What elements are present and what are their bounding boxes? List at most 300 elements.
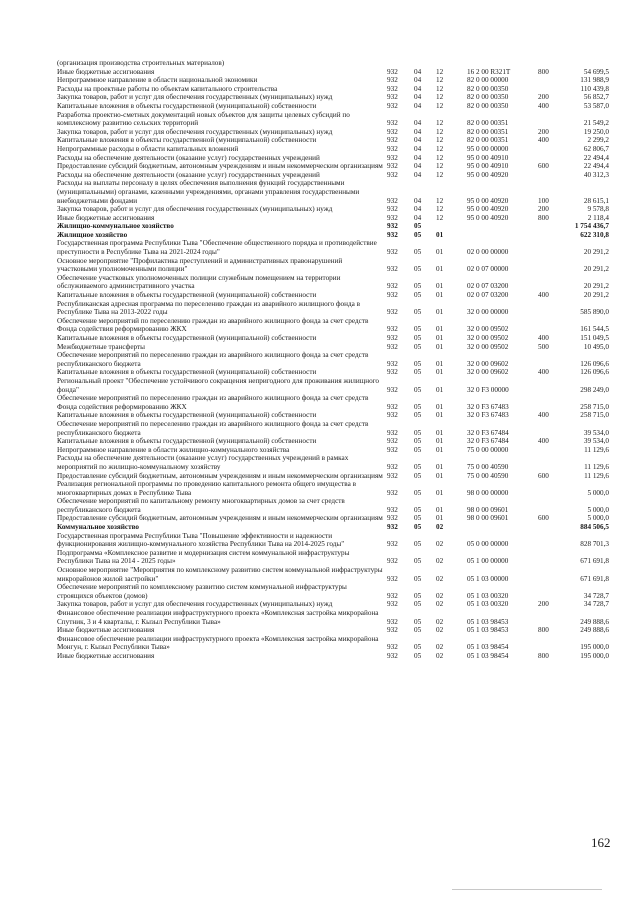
amount: 2 118,4 [587, 213, 609, 222]
section-code: 04 [414, 162, 422, 171]
section-code: 05 [414, 643, 422, 652]
subsection-code: 01 [436, 402, 444, 411]
section-code: 04 [414, 101, 422, 110]
target-article-code: 82 0 00 00351 [467, 136, 509, 145]
target-article-code: 82 0 00 00350 [467, 84, 509, 93]
target-article-code: 32 0 00 09502 [467, 342, 509, 351]
subsection-code: 01 [436, 445, 444, 454]
table-row [57, 231, 609, 240]
section-code: 05 [414, 411, 422, 420]
table-row [57, 532, 609, 549]
target-article-code: 75 0 00 40590 [467, 471, 509, 480]
row-name: Иные бюджетные ассигнования [57, 67, 155, 76]
table-row [57, 59, 609, 68]
amount: 10 495,0 [583, 342, 609, 351]
row-name: Иные бюджетные ассигнования [57, 626, 155, 635]
target-article-code: 98 0 00 09601 [467, 514, 509, 523]
table-row [57, 454, 609, 471]
expense-type-code: 400 [538, 437, 549, 446]
amount: 622 310,8 [580, 230, 609, 239]
ministry-code: 932 [387, 368, 398, 377]
expense-type-code: 200 [538, 205, 549, 214]
section-code: 05 [414, 402, 422, 411]
subsection-code: 02 [436, 626, 444, 635]
ministry-code: 932 [387, 359, 398, 368]
section-code: 04 [414, 213, 422, 222]
subsection-code: 02 [436, 617, 444, 626]
subsection-code: 12 [436, 162, 444, 171]
target-article-code: 05 1 03 00320 [467, 600, 509, 609]
amount: 9 578,8 [587, 205, 609, 214]
table-row [57, 154, 609, 163]
amount: 671 691,8 [580, 557, 609, 566]
amount: 39 534,0 [583, 437, 609, 446]
subsection-code: 01 [436, 505, 444, 514]
ministry-code: 932 [387, 334, 398, 342]
row-name: Капитальные вложения в объекты государственной (муниципальной) собственности [57, 291, 317, 300]
target-article-code: 95 0 00 00000 [467, 144, 509, 153]
subsection-code: 01 [436, 471, 444, 480]
row-name: Иные бюджетные ассигнования [57, 213, 155, 222]
amount: 1 754 436,7 [574, 222, 609, 231]
section-code: 05 [414, 505, 422, 514]
target-article-code: 32 0 F3 67483 [467, 402, 509, 411]
target-article-code: 32 0 00 09502 [467, 325, 509, 334]
table-row [57, 214, 609, 223]
table-row [57, 472, 609, 481]
subsection-code: 12 [436, 170, 444, 179]
target-article-code: 05 0 00 00000 [467, 540, 509, 549]
row-name: Коммунальное хозяйство [57, 523, 140, 532]
expense-type-code: 600 [538, 514, 549, 523]
expense-type-code: 800 [538, 651, 549, 660]
ministry-code: 932 [387, 76, 398, 85]
target-article-code: 02 0 07 03200 [467, 291, 509, 300]
table-row [57, 626, 609, 635]
ministry-code: 932 [387, 265, 398, 274]
subsection-code: 12 [436, 101, 444, 110]
subsection-code: 02 [436, 574, 444, 583]
table-row [57, 480, 609, 497]
row-name: Непрограммное направление в области национальной экономики [57, 76, 258, 85]
table-row [57, 343, 609, 352]
target-article-code: 98 0 00 09601 [467, 505, 509, 514]
ministry-code: 932 [387, 617, 398, 626]
section-code: 05 [414, 557, 422, 566]
expense-type-code: 800 [538, 213, 549, 222]
ministry-code: 932 [387, 462, 398, 471]
subsection-code: 01 [436, 462, 444, 471]
table-row [57, 111, 609, 128]
subsection-code: 12 [436, 67, 444, 76]
section-code: 05 [414, 462, 422, 471]
expense-type-code: 200 [538, 127, 549, 136]
section-code: 05 [414, 342, 422, 351]
table-row [57, 102, 609, 111]
section-code: 05 [414, 540, 422, 549]
amount: 53 587,0 [583, 101, 609, 110]
section-code: 04 [414, 93, 422, 102]
amount: 39 534,0 [583, 428, 609, 437]
expense-type-code: 400 [538, 291, 549, 300]
section-code: 05 [414, 617, 422, 626]
ministry-code: 932 [387, 540, 398, 549]
target-article-code: 02 0 07 03200 [467, 282, 509, 291]
row-name: Государственная программа Республики Тыва "Повышение эффективности и надежности функционирования жилищно-коммунального хозяйства Республики Тыва на 2014-2025 годы" [57, 531, 345, 549]
target-article-code: 02 0 00 00000 [467, 248, 509, 257]
expense-type-code: 200 [538, 600, 549, 609]
target-article-code: 82 0 00 00000 [467, 76, 509, 85]
amount: 20 291,2 [583, 282, 609, 291]
section-code: 05 [414, 523, 422, 532]
amount: 5 000,0 [587, 505, 609, 514]
target-article-code: 32 0 00 09602 [467, 359, 509, 368]
row-name: Республиканская адресная программа по переселению граждан из аварийного жилищного фонда в Республике Тыва на 2013-2022 годы [57, 299, 361, 317]
subsection-code: 12 [436, 127, 444, 136]
row-name: Обеспечение участковых уполномоченных полиции служебным помещением на территории обслуживаемого административного участка [57, 273, 341, 291]
target-article-code: 05 1 00 00000 [467, 557, 509, 566]
subsection-code: 01 [436, 334, 444, 342]
section-code: 04 [414, 127, 422, 136]
subsection-code: 12 [436, 76, 444, 85]
amount: 110 439,8 [580, 84, 609, 93]
ministry-code: 932 [387, 67, 398, 76]
ministry-code: 932 [387, 282, 398, 291]
table-row [57, 446, 609, 455]
row-name: Закупка товаров, работ и услуг для обеспечения государственных (муниципальных) нужд [57, 127, 333, 136]
subsection-code: 01 [436, 291, 444, 300]
ministry-code: 932 [387, 222, 398, 231]
table-row [57, 523, 609, 532]
ministry-code: 932 [387, 119, 398, 128]
row-name: Предоставление субсидий бюджетным, автономным учреждениям и иным некоммерческим организациям [57, 514, 383, 523]
table-row [57, 437, 609, 446]
ministry-code: 932 [387, 308, 398, 317]
ministry-code: 932 [387, 291, 398, 300]
subsection-code: 02 [436, 643, 444, 652]
amount: 11 129,6 [584, 445, 609, 454]
row-name: Расходы на обеспечение деятельности (оказание услуг) государственных учреждений [57, 170, 320, 179]
subsection-code: 12 [436, 93, 444, 102]
table-row [57, 300, 609, 317]
section-code: 05 [414, 368, 422, 377]
ministry-code: 932 [387, 591, 398, 600]
table-row [57, 257, 609, 274]
subsection-code: 12 [436, 84, 444, 93]
subsection-code: 02 [436, 523, 444, 532]
amount: 151 049,5 [580, 334, 609, 342]
table-row [57, 136, 609, 145]
amount: 34 728,7 [583, 600, 609, 609]
amount: 22 494,4 [583, 162, 609, 171]
target-article-code: 95 0 00 40920 [467, 213, 509, 222]
row-name: (организация производства строительных материалов) [57, 59, 225, 67]
target-article-code: 82 0 00 00350 [467, 101, 509, 110]
subsection-code: 02 [436, 591, 444, 600]
expense-type-code: 800 [538, 626, 549, 635]
target-article-code: 32 0 00 09602 [467, 368, 509, 377]
table-row [57, 411, 609, 420]
amount: 22 494,4 [583, 153, 609, 162]
table-row [57, 377, 609, 394]
expense-type-code: 800 [538, 67, 549, 76]
amount: 62 806,7 [583, 144, 609, 153]
expense-type-code: 400 [538, 411, 549, 420]
row-name: Расходы на обеспечение деятельности (оказание услуг) государственных учреждений в рамках мероприятий по жилищно-коммунальному хозяйству [57, 454, 349, 471]
section-code: 05 [414, 385, 422, 394]
ministry-code: 932 [387, 411, 398, 420]
row-name: Обеспечение мероприятий по переселению граждан из аварийного жилищного фонда за счет средств республиканского бюджета [57, 419, 369, 437]
subsection-code: 12 [436, 119, 444, 128]
ministry-code: 932 [387, 342, 398, 351]
row-name: Государственная программа Республики Тыва "Обеспечение общественного порядка и противодействие преступности в Республике Тыва на 2021-2024 годы" [57, 239, 377, 257]
row-name: Жилищное хозяйство [57, 230, 128, 239]
subsection-code: 02 [436, 600, 444, 609]
ministry-code: 932 [387, 385, 398, 394]
row-name: Основное мероприятие "Мероприятия по комплексному развитию систем коммунальной инфраструктуры микрорайонов жилой застройки" [57, 566, 383, 583]
expense-type-code: 500 [538, 342, 549, 351]
table-row [57, 274, 609, 291]
ministry-code: 932 [387, 437, 398, 446]
target-article-code: 95 0 00 40920 [467, 170, 509, 179]
subsection-code: 02 [436, 557, 444, 566]
section-code: 04 [414, 144, 422, 153]
section-code: 05 [414, 265, 422, 274]
section-code: 05 [414, 325, 422, 334]
ministry-code: 932 [387, 205, 398, 214]
amount: 28 615,1 [583, 196, 609, 205]
expense-type-code: 600 [538, 162, 549, 171]
table-row [57, 652, 609, 661]
row-name: Обеспечение мероприятий по капитальному ремонту многоквартирных домов за счет средств республиканского бюджета [57, 497, 345, 514]
target-article-code: 32 0 F3 67484 [467, 437, 509, 446]
subsection-code: 01 [436, 265, 444, 274]
section-code: 04 [414, 136, 422, 145]
row-name: Межбюджетные трансферты [57, 342, 145, 351]
subsection-code: 01 [436, 359, 444, 368]
target-article-code: 32 0 F3 67484 [467, 428, 509, 437]
table-row [57, 609, 609, 626]
ministry-code: 932 [387, 445, 398, 454]
table-row [57, 205, 609, 214]
section-code: 05 [414, 222, 422, 231]
ministry-code: 932 [387, 248, 398, 257]
ministry-code: 932 [387, 170, 398, 179]
subsection-code: 01 [436, 488, 444, 497]
ministry-code: 932 [387, 505, 398, 514]
subsection-code: 01 [436, 230, 444, 239]
ministry-code: 932 [387, 488, 398, 497]
row-name: Региональный проект "Обеспечение устойчивого сокращения непригодного для проживания жилищного фонда" [57, 376, 380, 394]
row-name: Иные бюджетные ассигнования [57, 651, 155, 660]
target-article-code: 82 0 00 00350 [467, 93, 509, 102]
section-code: 05 [414, 445, 422, 454]
row-name: Непрограммное направление в области жилищно-коммунального хозяйства [57, 445, 290, 454]
section-code: 05 [414, 651, 422, 660]
amount: 34 728,7 [583, 591, 609, 600]
amount: 21 549,2 [583, 119, 609, 128]
row-name: Капитальные вложения в объекты государственной (муниципальной) собственности [57, 368, 317, 377]
target-article-code: 32 0 F3 00000 [467, 385, 509, 394]
table-row [57, 566, 609, 583]
table-row [57, 76, 609, 85]
ministry-code: 932 [387, 402, 398, 411]
target-article-code: 05 1 03 00000 [467, 574, 509, 583]
row-name: Подпрограмма «Комплексное развитие и модернизация систем коммунальной инфраструктуры Республики Тыва на 2014 - 2025 годы» [57, 548, 350, 566]
ministry-code: 932 [387, 523, 398, 532]
target-article-code: 95 0 00 40910 [467, 162, 509, 171]
amount: 671 691,8 [580, 574, 609, 583]
amount: 20 291,2 [583, 265, 609, 274]
row-name: Финансовое обеспечение реализации инфраструктурного проекта «Комплексная застройка микрорайона Монгун, г. Кызыл Республики Тыва» [57, 634, 379, 652]
target-article-code: 82 0 00 00351 [467, 119, 509, 128]
table-row [57, 171, 609, 180]
table-row [57, 145, 609, 154]
ministry-code: 932 [387, 643, 398, 652]
row-name: Основное мероприятие "Профилактика преступлений и административных правонарушений участковыми уполномоченными полиции" [57, 256, 343, 274]
section-code: 05 [414, 600, 422, 609]
section-code: 05 [414, 591, 422, 600]
target-article-code: 75 0 00 00000 [467, 445, 509, 454]
section-code: 05 [414, 488, 422, 497]
table-row [57, 549, 609, 566]
row-name: Расходы на проектные работы по объектам капитального строительства [57, 84, 278, 93]
section-code: 05 [414, 334, 422, 342]
section-code: 04 [414, 84, 422, 93]
amount: 249 888,6 [580, 626, 609, 635]
row-name: Обеспечение мероприятий по переселению граждан из аварийного жилищного фонда за счет средств Фонда содействия реформированию ЖКХ [57, 316, 369, 334]
row-name: Обеспечение мероприятий по переселению граждан из аварийного жилищного фонда за счет средств республиканского бюджета [57, 351, 369, 368]
ministry-code: 932 [387, 196, 398, 205]
amount: 11 129,6 [584, 462, 609, 471]
target-article-code: 32 0 00 09502 [467, 334, 509, 342]
amount: 19 250,0 [583, 127, 609, 136]
target-article-code: 05 1 03 98454 [467, 643, 509, 652]
section-code: 05 [414, 308, 422, 317]
budget-table [57, 59, 609, 661]
section-code: 05 [414, 248, 422, 257]
row-name: Жилищно-коммунальное хозяйство [57, 222, 174, 231]
table-row [57, 239, 609, 256]
table-row [57, 394, 609, 411]
table-row [57, 368, 609, 377]
subsection-code: 02 [436, 540, 444, 549]
row-name: Капитальные вложения в объекты государственной (муниципальной) собственности [57, 101, 317, 110]
amount: 20 291,2 [583, 248, 609, 257]
amount: 258 715,0 [580, 411, 609, 420]
target-article-code: 05 1 03 98453 [467, 617, 509, 626]
ministry-code: 932 [387, 600, 398, 609]
section-code: 05 [414, 437, 422, 446]
ministry-code: 932 [387, 471, 398, 480]
table-row [57, 583, 609, 600]
ministry-code: 932 [387, 428, 398, 437]
target-article-code: 05 1 03 00320 [467, 591, 509, 600]
target-article-code: 95 0 00 40910 [467, 153, 509, 162]
row-name: Расходы на обеспечение деятельности (оказание услуг) государственных учреждений [57, 153, 320, 162]
page-number: 162 [591, 835, 611, 850]
table-row [57, 85, 609, 94]
expense-type-code: 400 [538, 136, 549, 145]
amount: 5 000,0 [587, 488, 609, 497]
amount: 195 000,0 [580, 643, 609, 652]
amount: 161 544,5 [580, 325, 609, 334]
subsection-code: 12 [436, 205, 444, 214]
section-code: 04 [414, 119, 422, 128]
amount: 20 291,2 [583, 291, 609, 300]
amount: 56 852,7 [583, 93, 609, 102]
row-name: Капитальные вложения в объекты государственной (муниципальной) собственности [57, 411, 317, 420]
target-article-code: 32 0 00 00000 [467, 308, 509, 317]
row-name: Закупка товаров, работ и услуг для обеспечения государственных (муниципальных) нужд [57, 205, 333, 214]
table-row [57, 600, 609, 609]
ministry-code: 932 [387, 557, 398, 566]
subsection-code: 12 [436, 153, 444, 162]
amount: 11 129,6 [584, 471, 609, 480]
table-row [57, 334, 609, 343]
row-name: Обеспечение мероприятий по комплексному развитию систем коммунальной инфраструктуры строящихся объектов (домов) [57, 583, 347, 600]
section-code: 04 [414, 205, 422, 214]
row-name: Закупка товаров, работ и услуг для обеспечения государственных (муниципальных) нужд [57, 93, 333, 102]
target-article-code: 05 1 03 98454 [467, 651, 509, 660]
table-row [57, 420, 609, 437]
amount: 2 299,2 [587, 136, 609, 145]
ministry-code: 932 [387, 101, 398, 110]
subsection-code: 01 [436, 411, 444, 420]
ministry-code: 932 [387, 136, 398, 145]
ministry-code: 932 [387, 213, 398, 222]
row-name: Расходы на выплаты персоналу в целях обеспечения выполнения функций государственными (муниципальными) органами, казенными учреждениями, органами управления государственными внебюджетными фондами [57, 179, 360, 205]
row-name: Предоставление субсидий бюджетным, автономным учреждениям и иным некоммерческим организациям [57, 471, 383, 480]
row-name: Закупка товаров, работ и услуг для обеспечения государственных (муниципальных) нужд [57, 600, 333, 609]
row-name: Разработка проектно-сметных документаций новых объектов для защиты целевых субсидий по комплексному развитию сельских территорий [57, 110, 350, 128]
amount: 195 000,0 [580, 651, 609, 660]
table-row [57, 317, 609, 334]
subsection-code: 01 [436, 248, 444, 257]
target-article-code: 05 1 03 98453 [467, 626, 509, 635]
subsection-code: 01 [436, 325, 444, 334]
ministry-code: 932 [387, 651, 398, 660]
table-row [57, 351, 609, 368]
ministry-code: 932 [387, 84, 398, 93]
amount: 126 096,6 [580, 368, 609, 377]
row-name: Реализация региональной программы по проведению капитального ремонта общего имущества в многоквартирных домах в Республике Тыва [57, 480, 356, 497]
ministry-code: 932 [387, 325, 398, 334]
expense-type-code: 400 [538, 334, 549, 342]
row-name: Предоставление субсидий бюджетным, автономным учреждениям и иным некоммерческим организациям [57, 162, 383, 171]
table-row [57, 162, 609, 171]
ministry-code: 932 [387, 127, 398, 136]
amount: 249 888,6 [580, 617, 609, 626]
section-code: 05 [414, 471, 422, 480]
table-row [57, 497, 609, 514]
section-code: 05 [414, 626, 422, 635]
target-article-code: 98 0 00 00000 [467, 488, 509, 497]
row-name: Финансовое обеспечение реализации инфраструктурного проекта «Комплексная застройка микрорайона Спутник, 3 и 4 кварталы, г. Кызыл Республики Тыва» [57, 609, 379, 626]
amount: 828 701,3 [580, 540, 609, 549]
amount: 40 312,3 [583, 170, 609, 179]
subsection-code: 01 [436, 342, 444, 351]
subsection-code: 01 [436, 385, 444, 394]
section-code: 05 [414, 359, 422, 368]
amount: 126 096,6 [580, 359, 609, 368]
subsection-code: 01 [436, 514, 444, 523]
target-article-code: 95 0 00 40920 [467, 196, 509, 205]
section-code: 05 [414, 230, 422, 239]
table-row [57, 291, 609, 300]
row-name: Капитальные вложения в объекты государственной (муниципальной) собственности [57, 136, 317, 145]
subsection-code: 01 [436, 308, 444, 317]
